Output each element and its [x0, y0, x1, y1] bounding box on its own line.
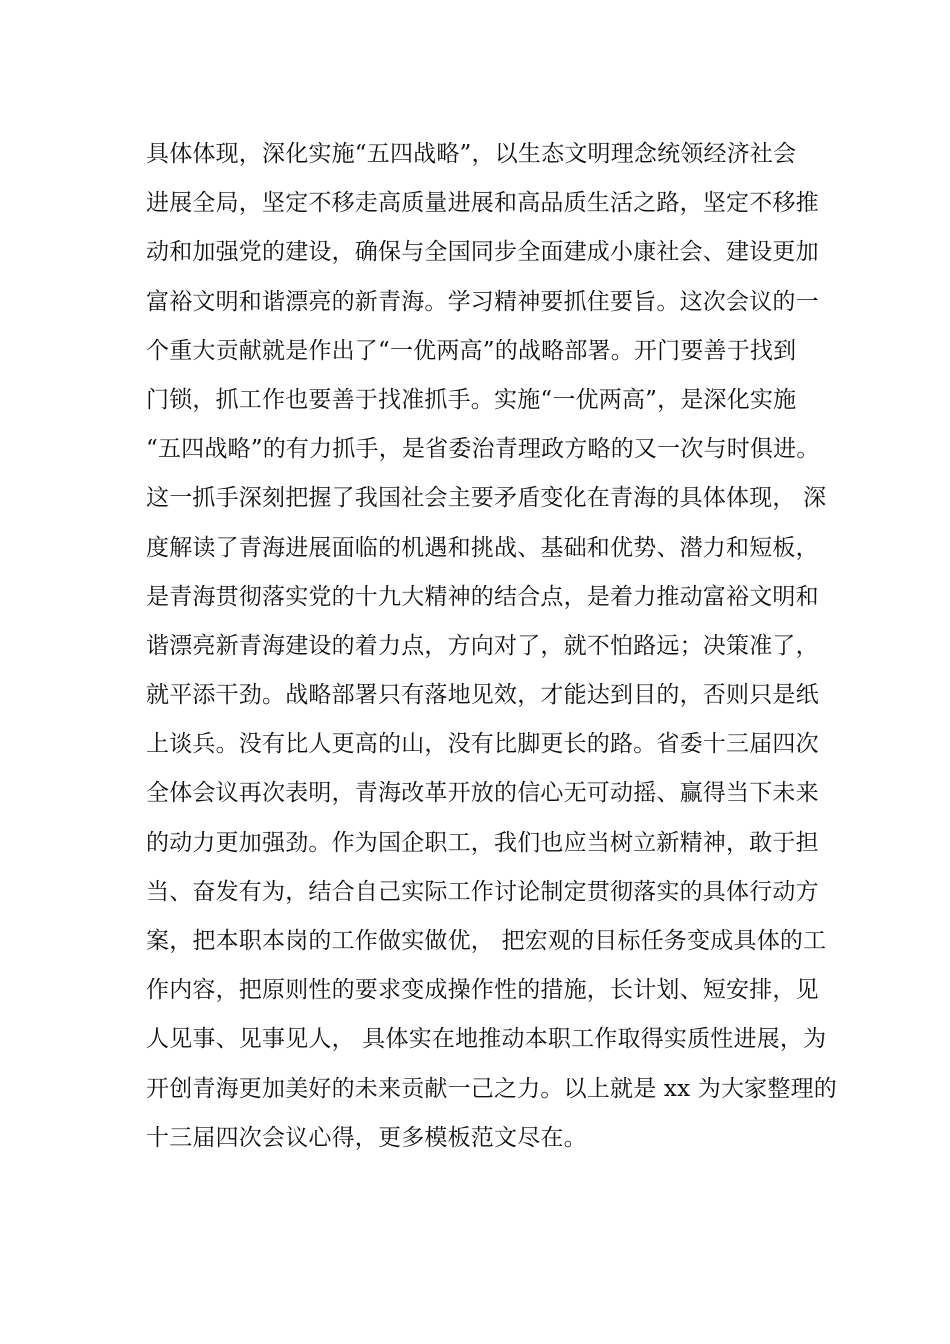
text-line: 富裕文明和谐漂亮的新青海。学习精神要抓住要旨。这次会议的一	[146, 288, 819, 315]
text-line: 进展全局，坚定不移走高质量进展和高品质生活之路，坚定不移推	[146, 190, 819, 217]
text-line: 就平添干劲。战略部署只有落地见效，才能达到目的，否则只是纸	[146, 682, 819, 709]
text-line: 动和加强党的建设，确保与全国同步全面建成小康社会、建设更加	[146, 239, 819, 266]
text-line: 人见事、见事见人， 具体实在地推动本职工作取得实质性进展，为	[146, 1026, 827, 1053]
text-line: 具体体现，深化实施“五四战略”，以生态文明理念统领经济社会	[146, 141, 797, 167]
text-line: “五四战略”的有力抓手，是省委治青理政方略的又一次与时俱进。	[146, 436, 820, 463]
text-line: 这一抓手深刻把握了我国社会主要矛盾变化在青海的具体体现， 深	[146, 485, 827, 512]
body-text	[146, 130, 837, 1163]
text-line: 十三届四次会议心得，更多模板范文尽在。	[146, 1124, 587, 1151]
text-line: 谐漂亮新青海建设的着力点，方向对了，就不怕路远；决策准了，	[146, 632, 819, 659]
text-line: 度解读了青海进展面临的机遇和挑战、基础和优势、潜力和短板，	[146, 534, 819, 561]
text-line: 全体会议再次表明，青海改革开放的信心无可动摇、赢得当下未来	[146, 780, 819, 807]
text-line: 当、奋发有为，结合自己实际工作讨论制定贯彻落实的具体行动方	[146, 878, 819, 905]
text-line: 作内容，把原则性的要求变成操作性的措施，长计划、短安排，见	[146, 977, 819, 1004]
text-line: 门锁，抓工作也要善于找准抓手。实施“一优两高”，是深化实施	[146, 386, 797, 413]
text-line: 开创青海更加美好的未来贡献一己之力。以上就是 xx 为大家整理的	[146, 1075, 837, 1102]
text-line: 是青海贯彻落实党的十九大精神的结合点，是着力推动富裕文明和	[146, 583, 819, 610]
text-line: 的动力更加强劲。作为国企职工，我们也应当树立新精神，敢于担	[146, 829, 819, 856]
text-line: 案，把本职本岗的工作做实做优， 把宏观的目标任务变成具体的工	[146, 928, 827, 954]
text-line: 个重大贡献就是作出了“一优两高”的战略部署。开门要善于找到	[146, 337, 797, 364]
text-line: 上谈兵。没有比人更高的山，没有比脚更长的路。省委十三届四次	[146, 731, 819, 758]
